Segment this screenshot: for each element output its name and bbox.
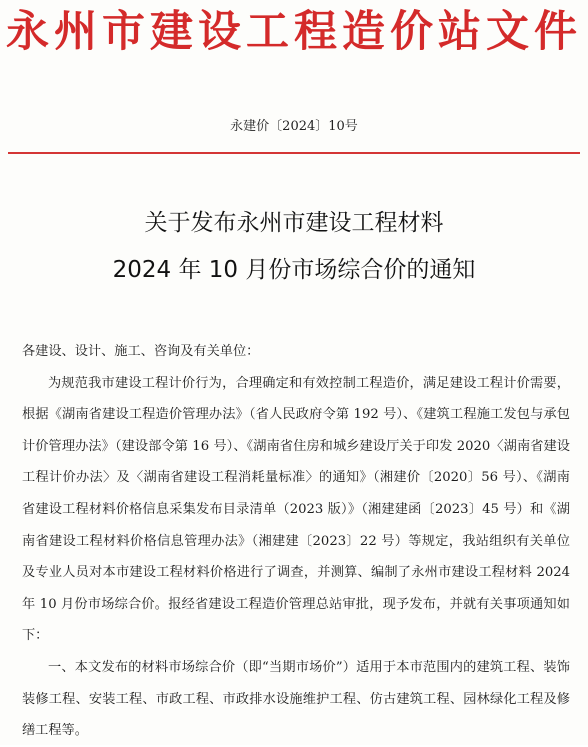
salutation: 各建设、设计、施工、咨询及有关单位： — [22, 344, 260, 359]
body-paragraph-1: 为规范我市建设工程计价行为，合理确定和有效控制工程造价，满足建设工程计价需要，根据《湖南省建设工程造价管理办法》（省人民政府令第 192 号）、《建筑工程施工发包与承包计价管理办法》（建设部令第 16 号）、《湖南省住房和城乡建设厅关于印发 2020〈湖南省建设工程计价办法〉及〈湖南省建设工程消耗量标准〉的通知》（湘建价〔2020〕56 号）、《湖南省建设工程材料价格信息采集发布目录清单（2023 版）》（湘建建函〔2023〕45 号）和《湖南省建设工程材料价格信息管理办法》（湘建建〔2023〕22 号）等规定，我站组织有关单位及专业人员对本市建设工程材料价格进行了调查，并测算、编制了永州市建设工程材料 2024 年 10 月份市场综合价。报经省建设工程造价管理总站审批，现予发布，并就有关事项通知如下： — [22, 375, 570, 644]
document-number: 永建价〔2024〕10号 — [230, 119, 358, 134]
notice-title-line-2: 2024 年 10 月份市场综合价的通知 — [112, 257, 476, 283]
masthead-title: 永州市建设工程造价站文件 — [6, 7, 582, 57]
notice-title-line-1: 关于发布永州市建设工程材料 — [144, 210, 444, 236]
notice-body — [22, 336, 570, 747]
body-paragraph-2: 一、本文发布的材料市场综合价（即“当期市场价”）适用于本市范围内的建筑工程、装饰装修工程、安装工程、市政工程、市政排水设施维护工程、仿古建筑工程、园林绿化工程及修缮工程等。 — [22, 659, 570, 739]
red-divider-line — [8, 152, 580, 154]
